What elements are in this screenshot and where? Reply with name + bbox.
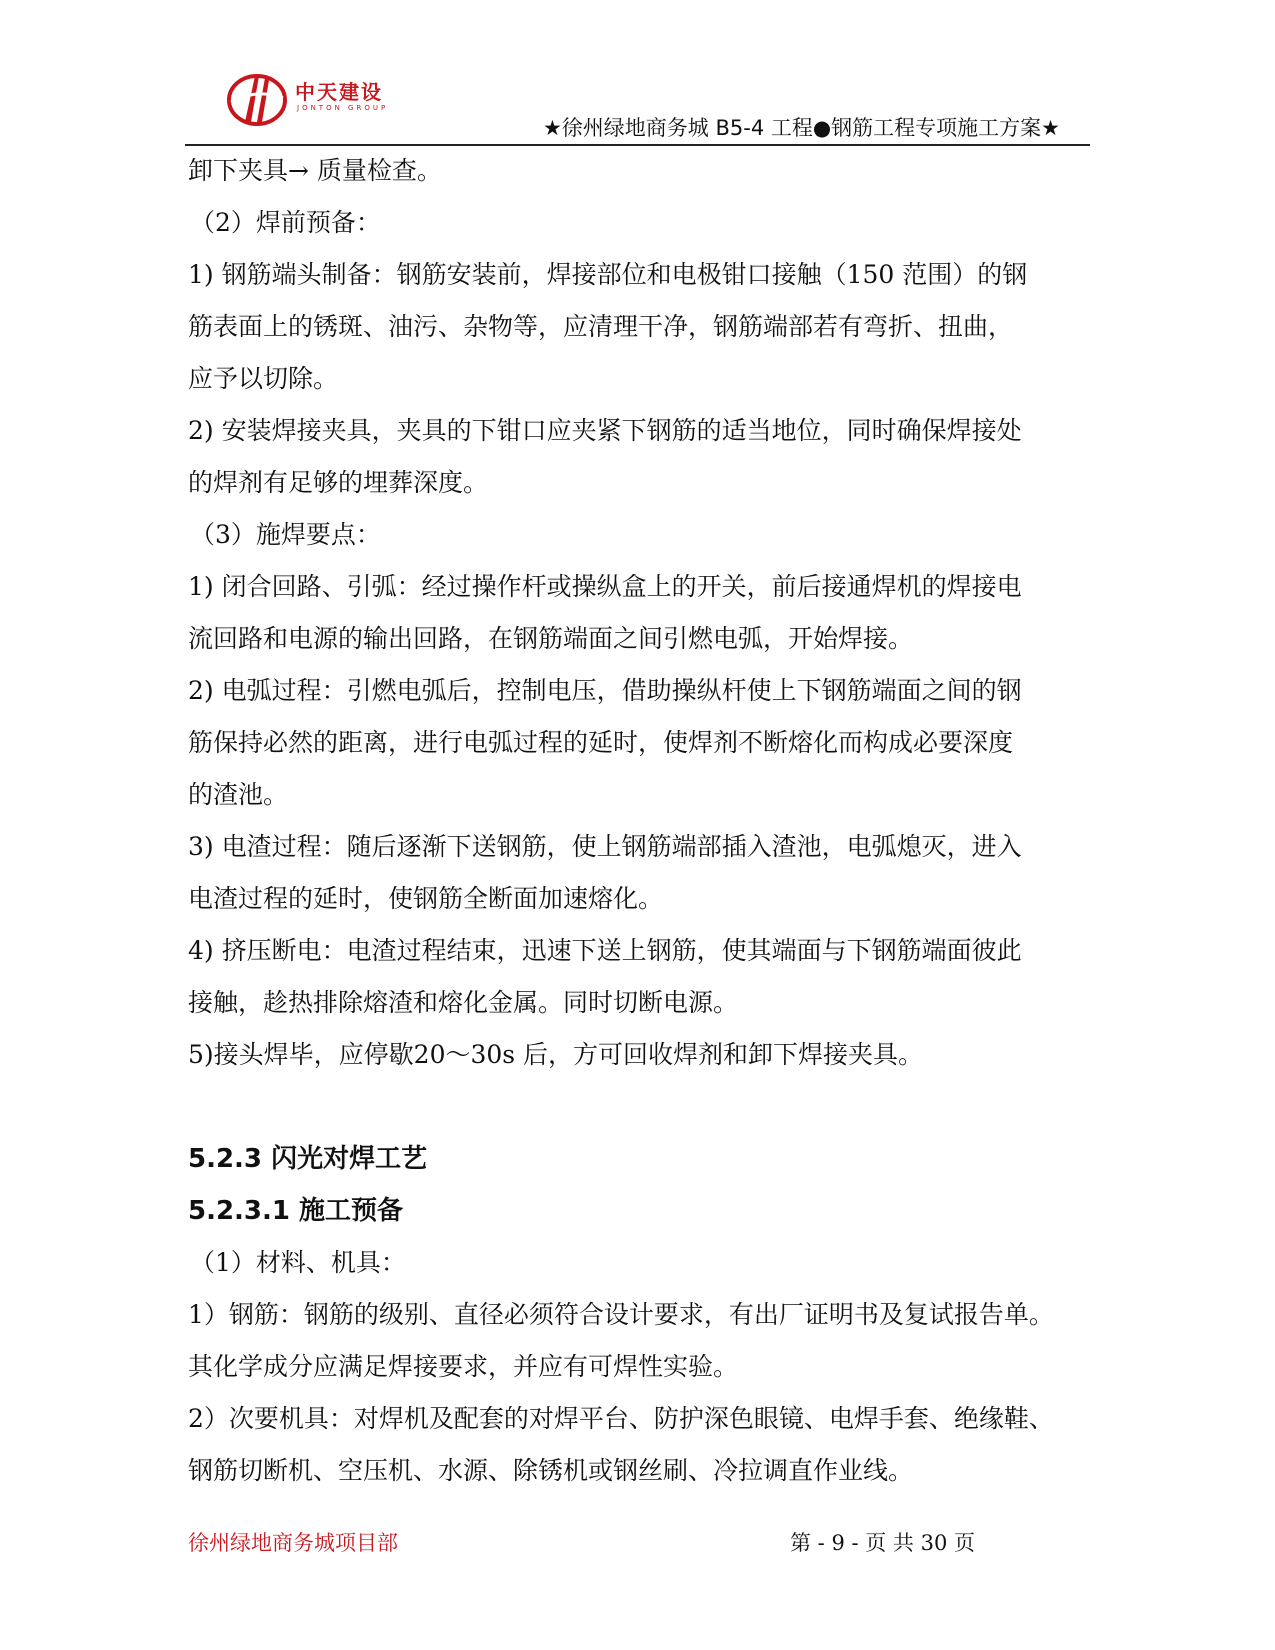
spacer — [188, 1081, 1088, 1133]
logo-emblem-icon — [225, 70, 289, 130]
footer-page-number: 第 - 9 - 页 共 30 页 — [790, 1531, 976, 1555]
paragraph-line: 1）钢筋：钢筋的级别、直径必须符合设计要求，有出厂证明书及复试报告单。 — [188, 1300, 1054, 1329]
subsection-heading: （1）材料、机具： — [190, 1248, 406, 1277]
paragraph-line: 筋保持必然的距离，进行电弧过程的延时，使焊剂不断熔化而构成必要深度 — [188, 728, 1014, 757]
company-logo — [225, 70, 395, 140]
subsection-heading: （3）施焊要点： — [190, 520, 381, 549]
logo-english-text: JONTON GROUP — [297, 104, 389, 112]
paragraph-line: 筋表面上的锈斑、油污、杂物等，应清理干净，钢筋端部若有弯折、扭曲， — [188, 312, 1014, 341]
logo-text: 中天建设 — [295, 80, 383, 104]
paragraph-line: 的焊剂有足够的埋葬深度。 — [188, 468, 489, 497]
paragraph-line: 电渣过程的延时，使钢筋全断面加速熔化。 — [188, 884, 664, 913]
paragraph-line: 3) 电渣过程：随后逐渐下送钢筋，使上钢筋端部插入渣池，电弧熄灭，进入 — [188, 832, 1022, 861]
paragraph-line: 5)接头焊毕，应停歇20～30s 后，方可回收焊剂和卸下焊接夹具。 — [188, 1040, 924, 1069]
paragraph-line: 2) 安装焊接夹具，夹具的下钳口应夹紧下钢筋的适当地位，同时确保焊接处 — [188, 416, 1022, 445]
section-subheading: 5.2.3.1 施工预备 — [188, 1196, 404, 1226]
paragraph-line: 其化学成分应满足焊接要求，并应有可焊性实验。 — [188, 1352, 739, 1381]
paragraph-line: 卸下夹具→ 质量检查。 — [188, 156, 442, 185]
paragraph-line: 2）次要机具：对焊机及配套的对焊平台、防护深色眼镜、电焊手套、绝缘鞋、 — [188, 1404, 1054, 1433]
paragraph-line: 钢筋切断机、空压机、水源、除锈机或钢丝刷、冷拉调直作业线。 — [188, 1456, 914, 1485]
page-header — [185, 60, 1090, 146]
subsection-heading: （2）焊前预备： — [190, 208, 381, 237]
footer-department: 徐州绿地商务城项目部 — [188, 1531, 398, 1555]
paragraph-line: 4) 挤压断电：电渣过程结束，迅速下送上钢筋，使其端面与下钢筋端面彼此 — [188, 936, 1022, 965]
paragraph-line: 接触，趁热排除熔渣和熔化金属。同时切断电源。 — [188, 988, 739, 1017]
document-title: ★徐州绿地商务城 B5-4 工程●钢筋工程专项施工方案★ — [542, 116, 1060, 140]
document-body — [188, 145, 1088, 1497]
paragraph-line: 2) 电弧过程：引燃电弧后，控制电压，借助操纵杆使上下钢筋端面之间的钢 — [188, 676, 1022, 705]
paragraph-line: 1) 闭合回路、引弧：经过操作杆或操纵盒上的开关，前后接通焊机的焊接电 — [188, 572, 1022, 601]
paragraph-line: 的渣池。 — [188, 780, 289, 809]
paragraph-line: 1) 钢筋端头制备：钢筋安装前，焊接部位和电极钳口接触（150 范围）的钢 — [188, 260, 1028, 289]
paragraph-line: 流回路和电源的输出回路，在钢筋端面之间引燃电弧，开始焊接。 — [188, 624, 914, 653]
section-heading: 5.2.3 闪光对焊工艺 — [188, 1144, 428, 1174]
paragraph-line: 应予以切除。 — [188, 364, 339, 393]
